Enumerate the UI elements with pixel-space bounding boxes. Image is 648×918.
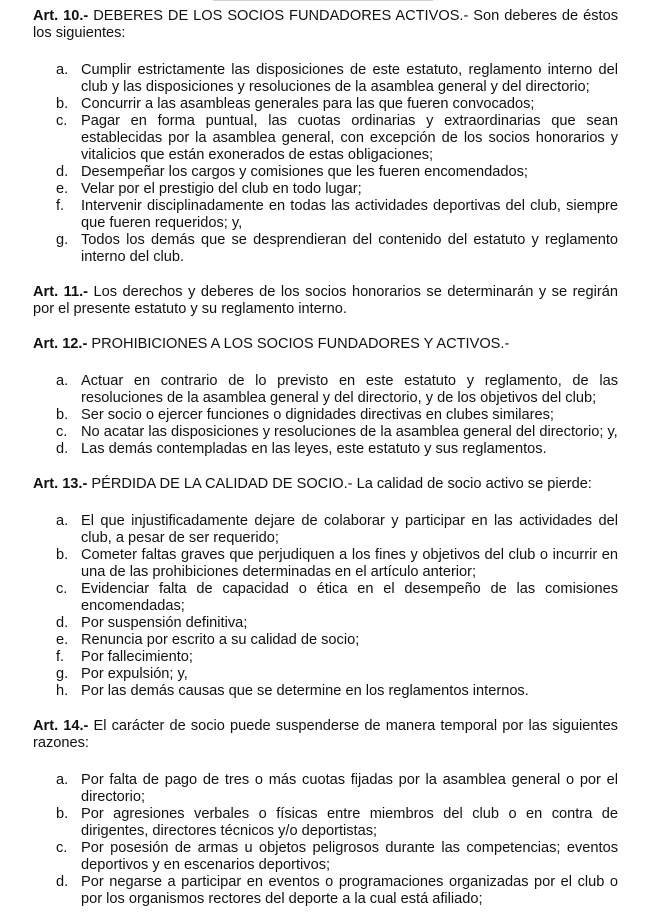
item-marker: a.: [56, 513, 69, 529]
article-text: El carácter de socio puede suspenderse de manera temporal por las siguientes razones:: [33, 718, 618, 751]
item-text: Pagar en forma puntual, las cuotas ordinarias y extraordinarias que sean establecidas por la asamblea general, con excepción de los socios honorarios y vitalicios que están exonerados de estas obligaciones;: [81, 113, 618, 163]
item-text: Ser socio o ejercer funciones o dignidades directivas en clubes similares;: [81, 407, 554, 423]
item-marker: c.: [56, 581, 68, 597]
item-text: Por las demás causas que se determine en los reglamentos internos.: [81, 683, 529, 699]
item-text: El que injustificadamente dejare de colaborar y participar en las actividades del club, a pesar de ser requerido;: [81, 513, 618, 546]
article-12: [33, 336, 618, 458]
item-marker: a.: [56, 373, 69, 389]
item-marker: e.: [56, 632, 69, 648]
list-item: [33, 666, 618, 683]
item-text: Velar por el prestigio del club en todo lugar;: [81, 181, 362, 197]
item-text: Por falta de pago de tres o más cuotas fijadas por la asamblea general o por el directorio;: [81, 772, 618, 805]
item-text: Por expulsión; y,: [81, 666, 188, 682]
list-item: [33, 198, 618, 232]
list-item: [33, 772, 618, 806]
item-text: Por suspensión definitiva;: [81, 615, 248, 631]
item-text: Cometer faltas graves que perjudiquen a los fines y objetivos del club o incurrir en una de las prohibiciones determinadas en el artículo anterior;: [81, 547, 618, 580]
item-marker: d.: [56, 441, 69, 457]
item-marker: f.: [56, 198, 65, 214]
list-item: [33, 806, 618, 840]
list-item: [33, 232, 618, 266]
list-item: [33, 181, 618, 198]
list-item: [33, 683, 618, 700]
article-text: DEBERES DE LOS SOCIOS FUNDADORES ACTIVOS.- Son deberes de éstos los siguientes:: [33, 8, 618, 41]
item-marker: c.: [56, 424, 68, 440]
item-marker: b.: [56, 806, 69, 822]
article-heading: [33, 8, 618, 42]
list-item: [33, 441, 618, 458]
article-text: PROHIBICIONES A LOS SOCIOS FUNDADORES Y ACTIVOS.-: [91, 336, 510, 352]
list-item: [33, 424, 618, 441]
list-item: [33, 874, 618, 908]
item-text: No acatar las disposiciones y resoluciones de la asamblea general del directorio; y,: [81, 424, 618, 440]
item-text: Por posesión de armas u objetos peligrosos durante las competencias; eventos deportivos y en escenarios deportivos;: [81, 840, 618, 873]
item-text: Concurrir a las asambleas generales para las que fueren convocados;: [81, 96, 535, 112]
list-item: [33, 113, 618, 164]
list-item: [33, 615, 618, 632]
article-items: [33, 62, 618, 266]
article-13: [33, 476, 618, 700]
item-marker: d.: [56, 164, 69, 180]
item-text: Desempeñar los cargos y comisiones que les fueren encomendados;: [81, 164, 528, 180]
list-item: [33, 62, 618, 96]
article-items: [33, 513, 618, 700]
item-text: Renuncia por escrito a su calidad de socio;: [81, 632, 360, 648]
item-text: Por agresiones verbales o físicas entre miembros del club o en contra de dirigentes, directores técnicos y/o deportistas;: [81, 806, 618, 839]
item-marker: b.: [56, 547, 69, 563]
list-item: [33, 649, 618, 666]
article-11: [33, 284, 618, 318]
item-text: Evidenciar falta de capacidad o ética en el desempeño de las comisiones encomendadas;: [81, 581, 618, 614]
item-marker: g.: [56, 666, 69, 682]
item-marker: a.: [56, 62, 69, 78]
article-number: Art. 13.-: [33, 476, 88, 492]
article-text: Los derechos y deberes de los socios honorarios se determinarán y se regirán por el presente estatuto y su reglamento interno.: [33, 284, 618, 317]
item-marker: d.: [56, 874, 69, 890]
list-item: [33, 96, 618, 113]
item-marker: h.: [56, 683, 69, 699]
item-marker: f.: [56, 649, 65, 665]
item-text: Por fallecimiento;: [81, 649, 193, 665]
list-item: [33, 164, 618, 181]
item-marker: d.: [56, 615, 69, 631]
article-number: Art. 11.-: [33, 284, 88, 300]
article-number: Art. 12.-: [33, 336, 88, 352]
cropped-previous-line: [213, 0, 433, 5]
article-10: [33, 8, 618, 266]
list-item: [33, 840, 618, 874]
article-heading: [33, 476, 618, 493]
item-marker: b.: [56, 96, 69, 112]
item-marker: b.: [56, 407, 69, 423]
item-marker: c.: [56, 840, 68, 856]
article-heading: [33, 284, 618, 318]
item-text: Las demás contempladas en las leyes, este estatuto y sus reglamentos.: [81, 441, 547, 457]
article-14: [33, 718, 618, 908]
item-text: Todos los demás que se desprendieran del contenido del estatuto y reglamento interno del club.: [81, 232, 618, 265]
list-item: [33, 407, 618, 424]
item-marker: c.: [56, 113, 68, 129]
article-heading: [33, 336, 618, 353]
list-item: [33, 632, 618, 649]
article-number: Art. 10.-: [33, 8, 89, 24]
article-number: Art. 14.-: [33, 718, 89, 734]
list-item: [33, 547, 618, 581]
list-item: [33, 513, 618, 547]
article-heading: [33, 718, 618, 752]
list-item: [33, 581, 618, 615]
item-marker: g.: [56, 232, 69, 248]
document-page: [33, 8, 618, 908]
item-text: Actuar en contrario de lo previsto en este estatuto y reglamento, de las resoluciones de la asamblea general y del directorio, y de los objetivos del club;: [81, 373, 618, 406]
article-items: [33, 772, 618, 908]
article-text: PÉRDIDA DE LA CALIDAD DE SOCIO.- La calidad de socio activo se pierde:: [91, 476, 592, 492]
item-text: Intervenir disciplinadamente en todas las actividades deportivas del club, siempre que fueren requeridos; y,: [81, 198, 618, 231]
item-marker: e.: [56, 181, 69, 197]
article-items: [33, 373, 618, 458]
list-item: [33, 373, 618, 407]
item-marker: a.: [56, 772, 69, 788]
item-text: Por negarse a participar en eventos o programaciones organizadas por el club o por los organismos rectores del deporte a la cual está afiliado;: [81, 874, 618, 907]
item-text: Cumplir estrictamente las disposiciones de este estatuto, reglamento interno del club y las disposiciones y resoluciones de la asamblea general y del directorio;: [81, 62, 618, 95]
